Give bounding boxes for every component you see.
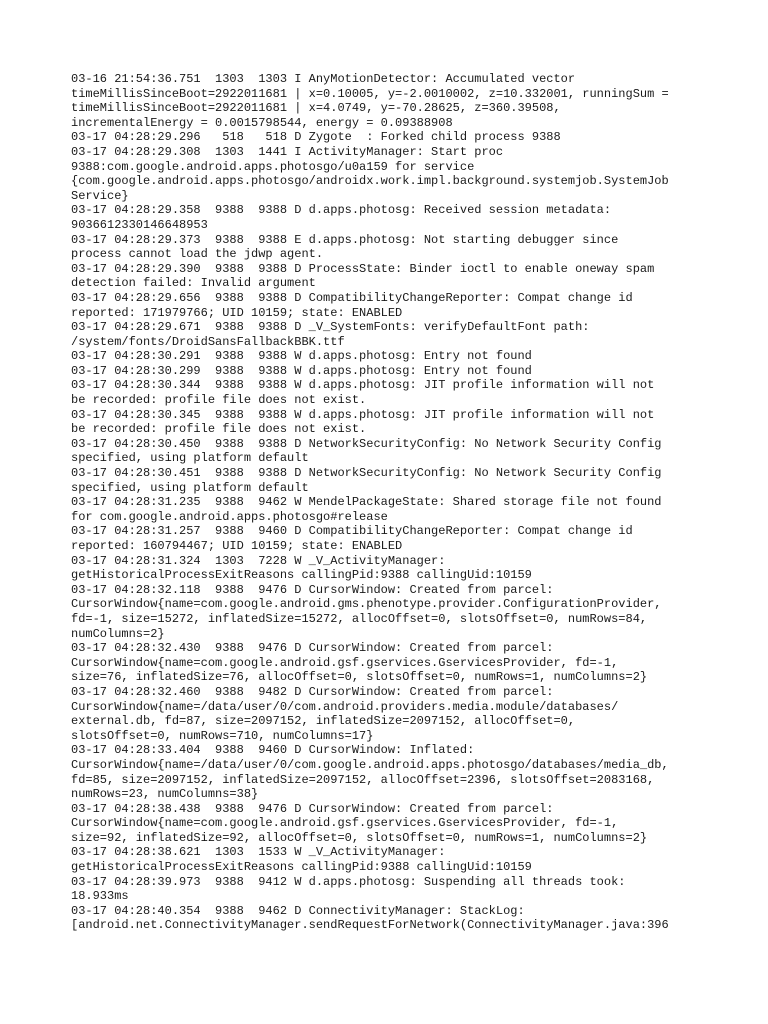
log-line: 03-17 04:28:40.354 9388 9462 D ConnectivityManager: StackLog:	[71, 903, 525, 918]
log-line: be recorded: profile file does not exist.	[71, 393, 367, 408]
log-line: 03-17 04:28:29.373 9388 9388 E d.apps.photosg: Not starting debugger since	[71, 232, 619, 247]
log-line: getHistoricalProcessExitReasons callingPid:9388 callingUid:10159	[71, 568, 532, 583]
log-line: /system/fonts/DroidSansFallbackBBK.ttf	[71, 334, 345, 349]
log-line: reported: 171979766; UID 10159; state: ENABLED	[71, 305, 403, 320]
log-line: timeMillisSinceBoot=2922011681 | x=4.0749, y=-70.28625, z=360.39508,	[71, 101, 561, 116]
log-line: 03-17 04:28:31.324 1303 7228 W _V_ActivityManager:	[71, 553, 446, 568]
log-line: 03-17 04:28:30.344 9388 9388 W d.apps.photosg: JIT profile information will not	[71, 378, 655, 393]
log-line: 9388:com.google.android.apps.photosgo/u0a159 for service	[71, 159, 475, 174]
log-line: 03-17 04:28:30.299 9388 9388 W d.apps.photosg: Entry not found	[71, 363, 532, 378]
log-line: numColumns=2}	[71, 626, 165, 641]
log-line: slotsOffset=0, numRows=710, numColumns=17}	[71, 728, 374, 743]
log-line: 18.933ms	[71, 889, 129, 904]
log-line: fd=-1, size=15272, inflatedSize=15272, allocOffset=0, slotsOffset=0, numRows=84,	[71, 611, 648, 626]
log-line: CursorWindow{name=/data/user/0/com.android.providers.media.module/databases/	[71, 699, 619, 714]
log-line: 03-17 04:28:33.404 9388 9460 D CursorWindow: Inflated:	[71, 743, 475, 758]
log-line: 03-17 04:28:29.296 518 518 D Zygote : Forked child process 9388	[71, 130, 561, 145]
log-line: 03-17 04:28:31.235 9388 9462 W MendelPackageState: Shared storage file not found	[71, 495, 662, 510]
log-line: 03-17 04:28:39.973 9388 9412 W d.apps.photosg: Suspending all threads took:	[71, 874, 626, 889]
log-line: Service}	[71, 188, 129, 203]
log-text-block	[71, 72, 701, 933]
log-line: 03-17 04:28:31.257 9388 9460 D CompatibilityChangeReporter: Compat change id	[71, 524, 633, 539]
log-line: specified, using platform default	[71, 480, 309, 495]
log-line: external.db, fd=87, size=2097152, inflatedSize=2097152, allocOffset=0,	[71, 714, 576, 729]
log-line: CursorWindow{name=/data/user/0/com.google.android.apps.photosgo/databases/media_db,	[71, 757, 669, 772]
log-line: be recorded: profile file does not exist.	[71, 422, 367, 437]
log-line: {com.google.android.apps.photosgo/androidx.work.impl.background.systemjob.SystemJob	[71, 174, 669, 189]
log-line: 03-17 04:28:38.621 1303 1533 W _V_ActivityManager:	[71, 845, 446, 860]
log-line: for com.google.android.apps.photosgo#release	[71, 509, 388, 524]
log-line: timeMillisSinceBoot=2922011681 | x=0.10005, y=-2.0010002, z=10.332001, runningSum =	[71, 86, 669, 101]
log-line: numRows=23, numColumns=38}	[71, 787, 259, 802]
log-line: fd=85, size=2097152, inflatedSize=2097152, allocOffset=2396, slotsOffset=2083168,	[71, 772, 655, 787]
log-line: process cannot load the jdwp agent.	[71, 247, 324, 262]
log-line: 03-17 04:28:29.390 9388 9388 D ProcessState: Binder ioctl to enable oneway spam	[71, 261, 655, 276]
log-line: [android.net.ConnectivityManager.sendRequestForNetwork(ConnectivityManager.java:396	[71, 918, 669, 933]
log-line: 03-17 04:28:29.358 9388 9388 D d.apps.photosg: Received session metadata:	[71, 203, 612, 218]
log-line: CursorWindow{name=com.google.android.gms.phenotype.provider.ConfigurationProvider,	[71, 597, 662, 612]
log-line: size=76, inflatedSize=76, allocOffset=0, slotsOffset=0, numRows=1, numColumns=2}	[71, 670, 648, 685]
log-line: incrementalEnergy = 0.0015798544, energy = 0.09388908	[71, 115, 453, 130]
log-line: CursorWindow{name=com.google.android.gsf.gservices.GservicesProvider, fd=-1,	[71, 816, 619, 831]
log-line: 03-17 04:28:32.118 9388 9476 D CursorWindow: Created from parcel:	[71, 582, 554, 597]
log-line: detection failed: Invalid argument	[71, 276, 316, 291]
log-line: 03-17 04:28:29.671 9388 9388 D _V_SystemFonts: verifyDefaultFont path:	[71, 320, 590, 335]
log-line: 03-17 04:28:29.656 9388 9388 D CompatibilityChangeReporter: Compat change id	[71, 290, 633, 305]
log-line: 9036612330146648953	[71, 217, 208, 232]
log-line: 03-17 04:28:30.450 9388 9388 D NetworkSecurityConfig: No Network Security Config	[71, 436, 662, 451]
log-line: reported: 160794467; UID 10159; state: ENABLED	[71, 539, 403, 553]
log-line: 03-17 04:28:32.430 9388 9476 D CursorWindow: Created from parcel:	[71, 641, 554, 656]
log-line: 03-17 04:28:30.291 9388 9388 W d.apps.photosg: Entry not found	[71, 349, 532, 364]
log-line: 03-17 04:28:30.345 9388 9388 W d.apps.photosg: JIT profile information will not	[71, 407, 655, 422]
log-line: specified, using platform default	[71, 451, 309, 466]
log-line: 03-16 21:54:36.751 1303 1303 I AnyMotionDetector: Accumulated vector	[71, 72, 576, 86]
log-line: 03-17 04:28:32.460 9388 9482 D CursorWindow: Created from parcel:	[71, 684, 554, 699]
log-line: getHistoricalProcessExitReasons callingPid:9388 callingUid:10159	[71, 860, 532, 875]
log-line: CursorWindow{name=com.google.android.gsf.gservices.GservicesProvider, fd=-1,	[71, 655, 619, 670]
log-line: 03-17 04:28:29.308 1303 1441 I ActivityManager: Start proc	[71, 144, 504, 159]
log-line: 03-17 04:28:38.438 9388 9476 D CursorWindow: Created from parcel:	[71, 801, 554, 816]
log-line: 03-17 04:28:30.451 9388 9388 D NetworkSecurityConfig: No Network Security Config	[71, 466, 662, 481]
log-line: size=92, inflatedSize=92, allocOffset=0, slotsOffset=0, numRows=1, numColumns=2}	[71, 830, 648, 845]
